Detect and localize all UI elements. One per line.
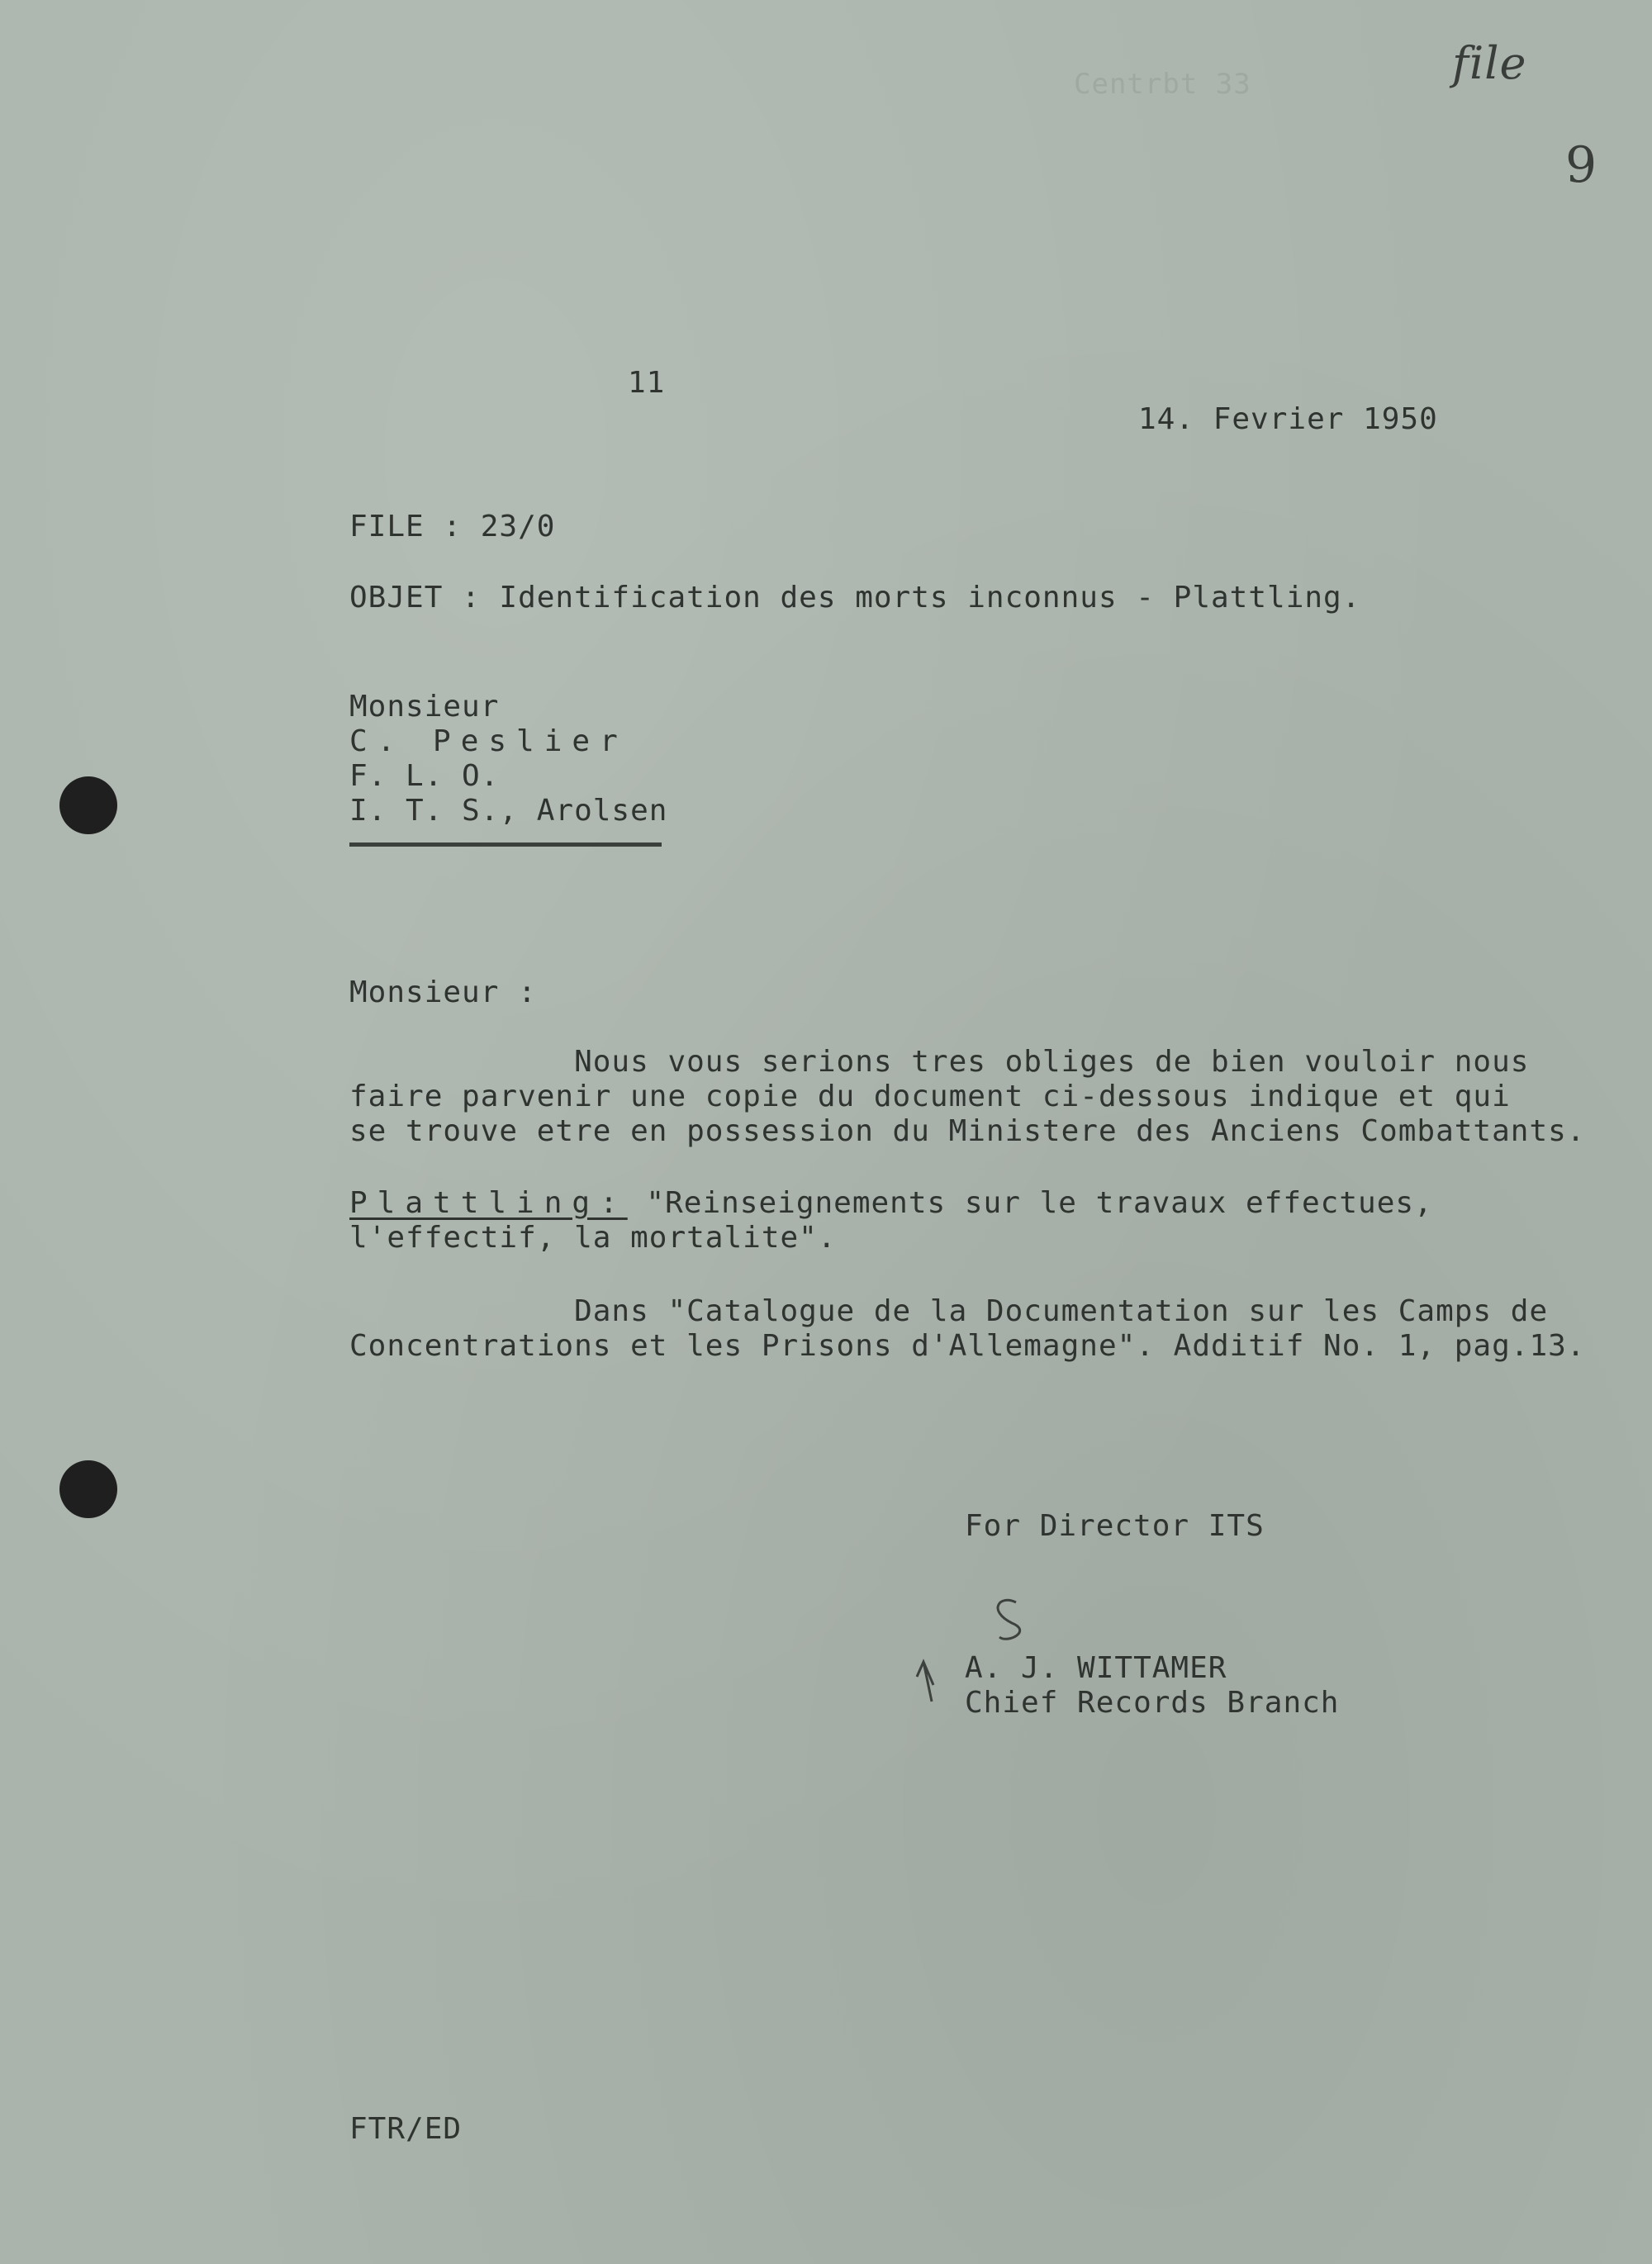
punch-hole-bottom: [59, 1460, 117, 1518]
recipient-office: F. L. O.: [349, 759, 500, 793]
body-line-2: faire parvenir une copie du document ci-dessous indique et qui: [349, 1080, 1511, 1113]
document-description: "Reinseignements sur le travaux effectues,: [627, 1186, 1433, 1220]
body-line-3: se trouve etre en possession du Ministere des Anciens Combattants.: [349, 1114, 1586, 1148]
signature-for-line: For Director ITS: [965, 1509, 1265, 1543]
signatory-name: A. J. WITTAMER: [965, 1651, 1227, 1685]
document-reference: [349, 1185, 1433, 1222]
punch-hole-top: [59, 776, 117, 834]
file-line: FILE : 23/0: [349, 510, 556, 543]
faint-stamp-note: Centrbt 33: [1074, 68, 1251, 101]
document-title: Plattling:: [349, 1186, 628, 1220]
page-number: 9: [1565, 136, 1598, 194]
body-line-1: Nous vous serions tres obliges de bien vouloir nous: [349, 1045, 1530, 1079]
recipient-name: C. Peslier: [349, 724, 628, 758]
subject-line: OBJET : Identification des morts inconnus - Plattling.: [349, 581, 1361, 615]
recipient-title: Monsieur: [349, 690, 500, 724]
signatory-title: Chief Records Branch: [965, 1686, 1340, 1720]
handwritten-file-note: file: [1452, 37, 1527, 89]
source-line-2: Concentrations et les Prisons d'Allemagne". Additif No. 1, pag.13.: [349, 1329, 1586, 1363]
address-rule: [349, 842, 662, 847]
source-line-1: Dans "Catalogue de la Documentation sur les Camps de: [349, 1294, 1549, 1328]
salutation: Monsieur :: [349, 975, 537, 1009]
document-description-line-2: l'effectif, la mortalite".: [349, 1221, 837, 1255]
typist-initials: FTR/ED: [349, 2112, 463, 2146]
recipient-location: I. T. S., Arolsen: [349, 794, 668, 828]
reference-number: 11: [628, 366, 666, 400]
letter-date: 14. Fevrier 1950: [1138, 402, 1438, 436]
